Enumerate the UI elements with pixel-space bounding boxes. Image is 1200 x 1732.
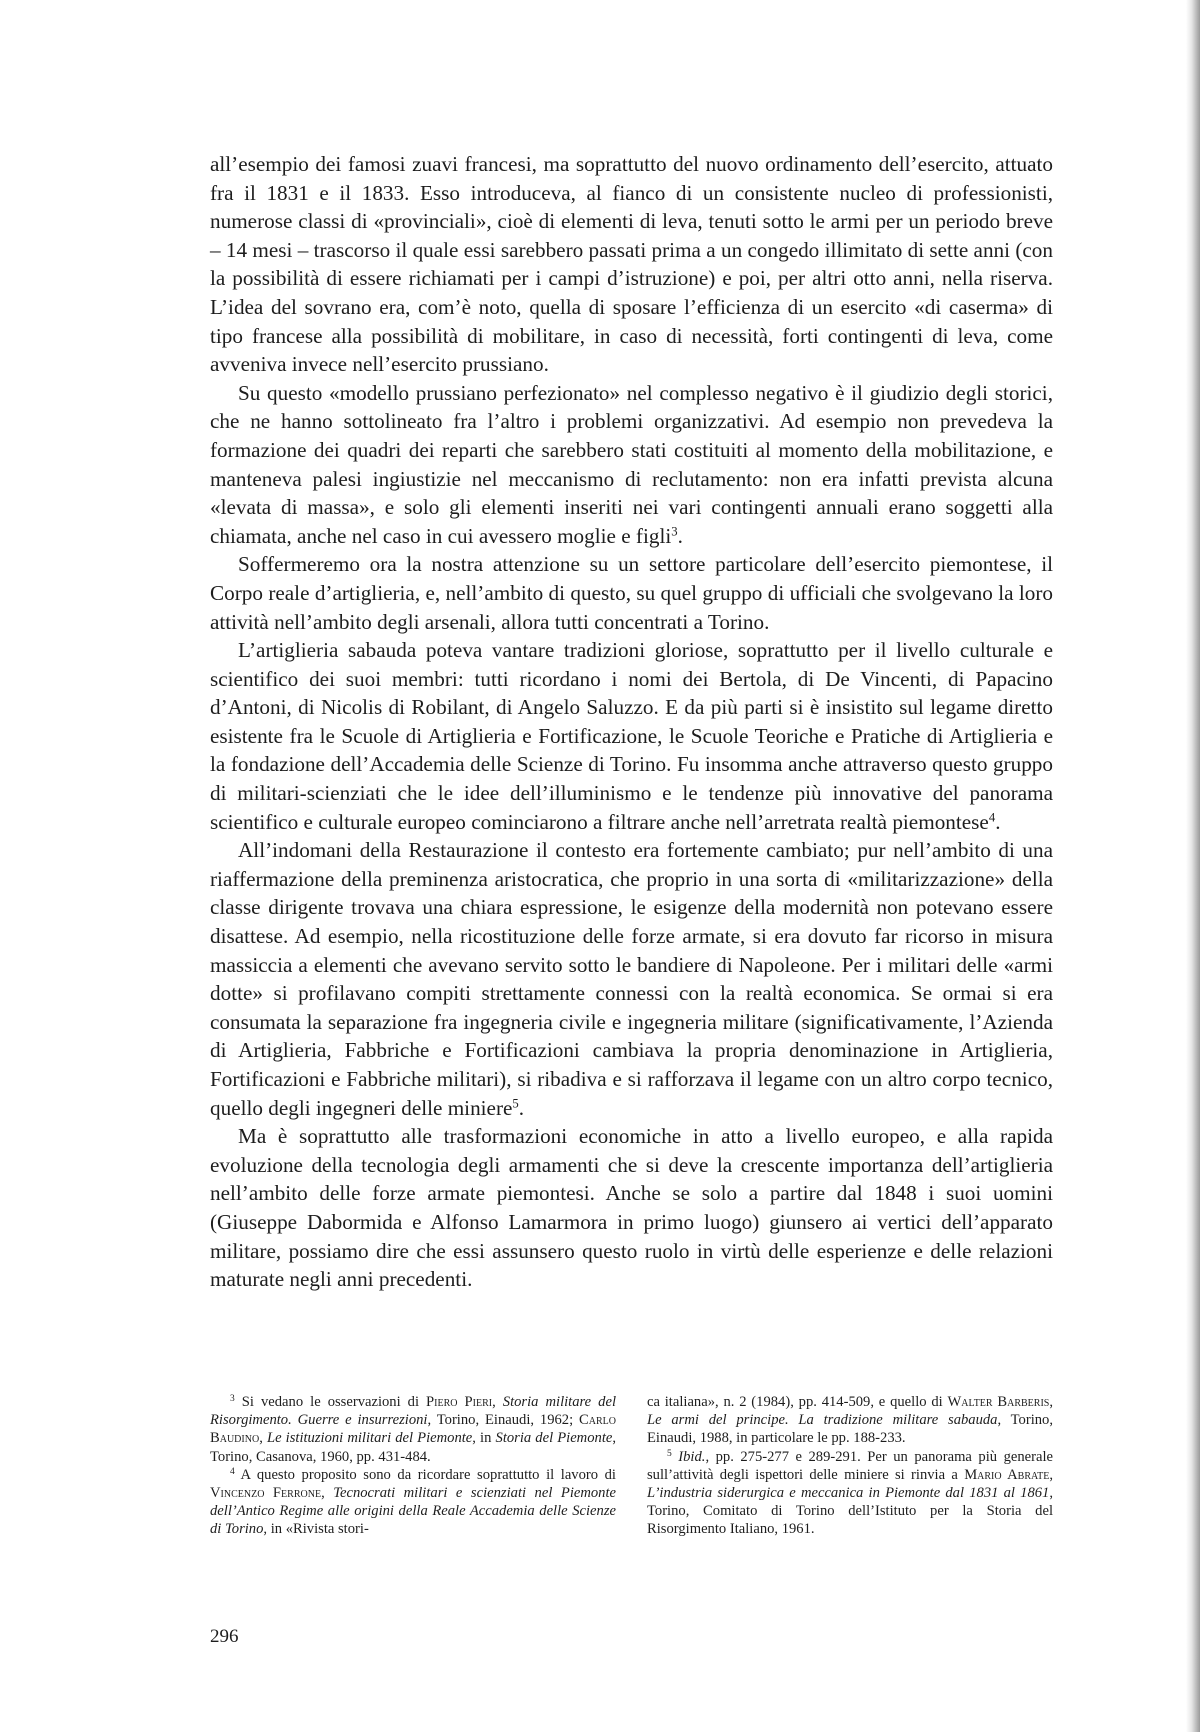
text-run: , bbox=[1049, 1466, 1053, 1483]
text-run: L’industria siderurgica e meccanica in Piemonte dal 1831 al 1861 bbox=[647, 1485, 1050, 1502]
text-run: , Torino, Einaudi, 1988, in particolare le pp. 188-233. bbox=[647, 1412, 1053, 1447]
footnote bbox=[210, 1466, 616, 1539]
text-run: all’esempio dei famosi zuavi francesi, ma soprattutto del nuovo ordinamento dell’esercito, attuato fra il 1831 e il 1833. Esso introduceva, al fianco di un consistente nucleo di professionisti, numerose classi di «provinciali», cioè di elementi di leva, tenuti sotto le armi per un periodo breve – 14 mesi – trascorso il quale essi sarebbero passati prima a un congedo illimitato di sette anni (con la possibilità di essere richiamati per i campi d’istruzione) e poi, per altri otto anni, nella riserva. L’idea del sovrano era, com’è noto, quella di sposare l’efficienza di un esercito «di caserma» di tipo francese alla possibilità di mobilitare, in caso di necessità, forti contingenti di leva, come avveniva invece nell’esercito prussiano. bbox=[210, 152, 1053, 377]
text-run: Piero Pieri bbox=[426, 1394, 493, 1410]
footnote bbox=[647, 1393, 1053, 1448]
page-number: 296 bbox=[210, 1626, 239, 1647]
text-run: Vincenzo Ferrone bbox=[210, 1485, 322, 1502]
footnotes-left-column bbox=[210, 1393, 616, 1539]
footnotes bbox=[210, 1393, 1053, 1539]
text-run: Ibid. bbox=[678, 1448, 706, 1465]
text-run: ca italiana», n. 2 (1984), pp. 414-509, e quello di bbox=[647, 1394, 948, 1410]
text-run: Walter Barberis bbox=[947, 1394, 1050, 1410]
text-run: Su questo «modello prussiano perfezionato» nel complesso negativo è il giudizio degli storici, che ne hanno sottolineato fra l’altro i problemi organizzativi. Ad esempio non prevedeva la formazione dei quadri dei reparti che sarebbero stati costituiti al momento della mobilitazione, e manteneva palesi ingiustizie nel meccanismo di reclutamento: non era infatti prevista alcuna «levata di massa», e solo gli elementi inseriti nei vari contingenti annuali erano soggetti alla chiamata, anche nel caso in cui avessero moglie e figli bbox=[210, 380, 1053, 548]
page-edge-shadow bbox=[1186, 0, 1200, 1732]
footnote-marker: 4 bbox=[988, 810, 996, 825]
text-run: Mario Abrate bbox=[964, 1466, 1050, 1483]
body-paragraph bbox=[210, 550, 1053, 636]
text-run: , Torino, Casanova, 1960, pp. 431-484. bbox=[210, 1430, 617, 1465]
text-run: Le istituzioni militari del Piemonte bbox=[266, 1430, 473, 1447]
footnote-marker: 4 bbox=[230, 1466, 235, 1477]
text-run: Carlo Baudino bbox=[210, 1412, 616, 1447]
text-run: Soffermeremo ora la nostra attenzione su un settore particolare dell’esercito piemontese, il Corpo reale d’artiglieria, e, nell’ambito di questo, su quel gruppo di ufficiali che svolgevano la loro attività nell’ambito degli arsenali, allora tutti concentrati a Torino. bbox=[210, 552, 1053, 634]
body-paragraph bbox=[210, 1122, 1053, 1294]
text-run: L’artiglieria sabauda poteva vantare tradizioni gloriose, soprattutto per il livello culturale e scientifico dei suoi membri: tutti ricordano i nomi dei Bertola, di De Vincenti, di Papacino d’Antoni, di Nicolis di Robilant, di Angelo Saluzzo. E da più parti si è insistito sul legame diretto esistente fra le Scuole di Artiglieria e Fortificazione, le Scuole Teoriche e Pratiche di Artiglieria e la fondazione dell’Accademia delle Scienze di Torino. Fu insomma anche attraverso questo gruppo di militari-scienziati che le idee dell’illuminismo e le tendenze più innovative del panorama scientifico e culturale europeo cominciarono a filtrare anche nell’arretrata realtà piemontese bbox=[210, 638, 1053, 834]
footnote-marker: 3 bbox=[671, 524, 678, 539]
text-run: Storia militare del Risorgimento. Guerre e insurrezioni bbox=[210, 1394, 616, 1429]
text-run: Storia del Piemonte bbox=[495, 1430, 613, 1447]
text-run: Ma è soprattutto alle trasformazioni economiche in atto a livello europeo, e alla rapida evoluzione della tecnologia degli armamenti che si deve la crescente importanza dell’artiglieria nell’ambito delle forze armate piemontesi. Anche se solo a partire dal 1848 i suoi uomini (Giuseppe Dabormida e Alfonso Lamarmora in primo luogo) giunsero ai vertici dell’apparato militare, possiamo dire che essi assunsero questo ruolo in virtù delle esperienze e delle relazioni maturate negli anni precedenti. bbox=[210, 1124, 1053, 1292]
footnote-marker: 3 bbox=[230, 1393, 235, 1404]
text-run: , bbox=[259, 1430, 267, 1447]
text-run: All’indomani della Restaurazione il contesto era fortemente cambiato; pur nell’ambito di una riaffermazione della preminenza aristocratica, che proprio in una sorta di «militarizzazione» della classe dirigente trovava una chiara espressione, le esigenze della modernità non potevano essere disattese. Ad esempio, nella ricostituzione delle forze armate, si era dovuto far ricorso in misura massiccia a elementi che avevano servito sotto le bandiere di Napoleone. Per i militari delle «armi dotte» si profilavano compiti strettamente connessi con la realtà economica. Se ormai si era consumata la separazione fra ingegneria civile e ingegneria militare (significativamente, l’Azienda di Artiglieria, Fabbriche e Fortificazioni cambiava la propria denominazione in Artiglieria, Fortificazioni e Fabbriche militari), si ribadiva e si rafforzava il legame con un altro corpo tecnico, quello degli ingegneri delle miniere bbox=[210, 838, 1053, 1120]
text-run: Tecnocrati militari e scienziati nel Piemonte dell’Antico Regime alle origini della Reale Accademia delle Scienze di Torino bbox=[210, 1485, 617, 1538]
footnote-marker: 5 bbox=[667, 1448, 672, 1459]
text-run: A questo proposito sono da ricordare soprattutto il lavoro di bbox=[234, 1466, 616, 1483]
body-paragraph bbox=[210, 636, 1053, 836]
body-paragraph bbox=[210, 379, 1053, 551]
text-run: , bbox=[492, 1394, 503, 1410]
text-run: . bbox=[677, 523, 683, 548]
text-run: Le armi del principe. La tradizione militare sabauda bbox=[647, 1412, 998, 1429]
footnote-marker: 5 bbox=[512, 1095, 519, 1110]
body-paragraph bbox=[210, 836, 1053, 1122]
text-run: , Torino, Einaudi, 1962; bbox=[427, 1412, 580, 1429]
footnote bbox=[647, 1448, 1053, 1539]
text-run: , bbox=[1049, 1394, 1054, 1410]
text-run: , pp. 275-277 e 289-291. Per un panorama più generale sull’attività degli ispettori delle miniere si rinvia a bbox=[647, 1448, 1053, 1483]
body-text bbox=[210, 150, 1053, 1294]
text-run: , Torino, Comitato di Torino dell’Istituto per la Storia del Risorgimento Italiano, 1961. bbox=[647, 1485, 1053, 1538]
footnote bbox=[210, 1393, 616, 1466]
text-run: , in «Rivista stori- bbox=[263, 1521, 369, 1538]
footnotes-right-column bbox=[647, 1393, 1053, 1539]
text-run: Si vedano le osservazioni di bbox=[234, 1394, 427, 1410]
text-run: . bbox=[518, 1095, 525, 1120]
text-run: , bbox=[321, 1485, 334, 1502]
text-run: , in bbox=[472, 1430, 496, 1447]
text-run: . bbox=[995, 809, 1001, 834]
body-paragraph bbox=[210, 150, 1053, 379]
